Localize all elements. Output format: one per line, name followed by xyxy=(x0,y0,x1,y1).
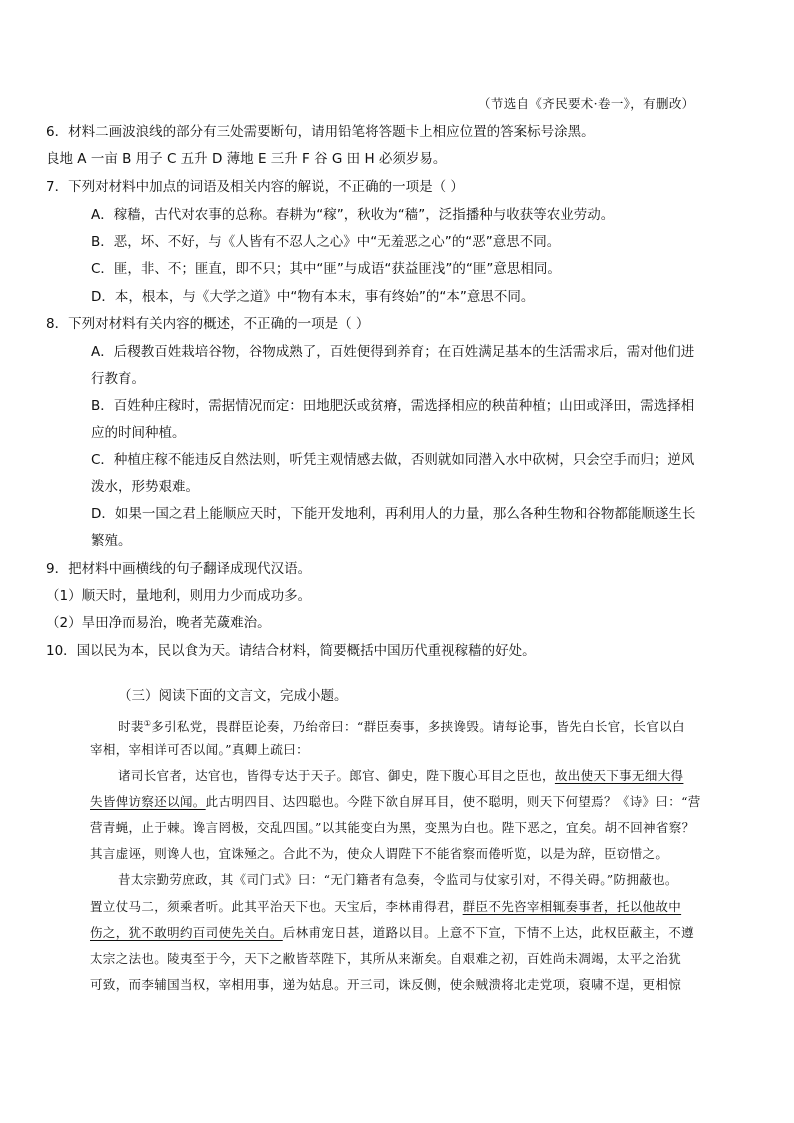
section-3-heading: （三）阅读下面的文言文，完成小题。 xyxy=(118,688,348,704)
footnote-marker: ① xyxy=(143,719,152,728)
question-8-option-d: D．如果一国之君上能顺应天时，下能开发地利，再利用人的力量，那么各种生物和谷物都能顺遂生长 xyxy=(91,506,696,522)
passage-text: 多引私党，畏群臣论奏，乃绐帝曰：“群臣奏事，多挟谗毁。请每论事，皆先白长官，长官以白 xyxy=(151,719,685,735)
passage-text: 诸司长官者，达官也，皆得专达于天子。郎官、御史，陛下腹心耳目之臣也， xyxy=(118,768,555,783)
passage-p3-line1: 昔太宗勤劳庶政，其《司门式》曰：“无门籍者有急奏，令监司与仗家引对，不得关碍。”防拥蔽也。 xyxy=(118,872,678,887)
passage-p3-line3 xyxy=(90,924,694,942)
passage-text: 时裴 xyxy=(118,719,144,735)
underlined-sentence: 伤之，犹不敢明约百司使先关白。 xyxy=(90,925,283,940)
passage-p2-line3: 营青蝇，止于棘。谗言罔极，交乱四国。”以其能变白为黑，变黑为白也。陛下恶之，宜矣。胡不回神省察？ xyxy=(90,820,695,835)
passage-p1-line2: 宰相，宰相详可否以闻。”真卿上疏曰： xyxy=(90,742,309,757)
question-8-option-b: B．百姓种庄稼时，需据情况而定：田地肥沃或贫瘠，需选择相应的秧苗种植；山田或泽田，需选择相 xyxy=(91,398,695,414)
passage-text: 后林甫宠日甚，道路以目。上意不下宣，下情不上达，此权臣蔽主，不遵 xyxy=(282,925,694,940)
passage-p3-line5: 可致，而李辅国当权，宰相用事，递为姑息。开三司，诛反侧，使余贼溃将北走党项，裒啸不逞，更相惊 xyxy=(90,977,682,992)
passage-p1-line1 xyxy=(118,715,685,736)
question-8-option-b-cont: 应的时间种植。 xyxy=(91,425,186,441)
passage-p2-line4: 其言虚诬，则谗人也，宜诛殛之。合此不为，使众人谓陛下不能省察而倦听览，以是为辞，臣窃惜之。 xyxy=(90,846,669,861)
question-8-option-c: C．种植庄稼不能违反自然法则，听凭主观情感去做，否则就如同潜入水中砍树，只会空手而归；逆风 xyxy=(91,452,695,468)
question-7-stem: 7．下列对材料中加点的词语及相关内容的解说，不正确的一项是（ ） xyxy=(46,179,464,195)
question-7-option-a: A．稼穑，古代对农事的总称。春耕为“稼”，秋收为“穑”，泛指播种与收获等农业劳动。 xyxy=(91,207,615,223)
passage-text: 置立仗马二，须乘者听。此其平治天下也。天宝后，李林甫得君， xyxy=(90,899,463,914)
question-9-item-2: （2）旱田净而易治，晚者芜薉难治。 xyxy=(46,615,271,631)
question-8-option-a-cont: 行教育。 xyxy=(91,371,145,387)
question-7-option-d: D．本，根本，与《大学之道》中“物有本末，事有终始”的“本”意思不同。 xyxy=(91,289,535,305)
question-7-option-c: C．匪，非、不；匪直，即不只；其中“匪”与成语“获益匪浅”的“匪”意思相同。 xyxy=(91,261,561,277)
passage-p3-line2 xyxy=(90,898,681,916)
passage-text: 此古明四目、达四聪也。今陛下欲自屏耳目，使不聪明，则天下何望焉？《诗》曰：“营 xyxy=(205,794,701,809)
question-10-stem: 10．国以民为本，民以食为天。请结合材料，简要概括中国历代重视稼穑的好处。 xyxy=(46,643,536,659)
question-8-option-c-cont: 泼水，形势艰难。 xyxy=(91,479,199,495)
question-9-item-1: （1）顺天时，量地利，则用力少而成功多。 xyxy=(46,588,312,604)
underlined-sentence: 故出使天下事无细大得 xyxy=(554,768,684,783)
question-7-option-b: B．恶，坏、不好，与《人皆有不忍人之心》中“无羞恶之心”的“恶”意思不同。 xyxy=(91,234,561,250)
question-8-option-d-cont: 繁殖。 xyxy=(91,533,132,549)
passage-p2-line1 xyxy=(118,767,683,785)
underlined-sentence: 群臣不先咨宰相辄奏事者，托以他故中 xyxy=(462,899,682,914)
passage-p2-line2 xyxy=(90,793,701,811)
passage-p3-line4: 太宗之法也。陵夷至于今，天下之敝皆萃陛下，其所从来渐矣。自艰难之初，百姓尚未凋竭，太平之治犹 xyxy=(90,951,682,966)
question-6-stem: 6．材料二画波浪线的部分有三处需要断句，请用铅笔将答题卡上相应位置的答案标号涂黑。 xyxy=(46,124,595,140)
source-note: （节选自《齐民要术·卷一》，有删改） xyxy=(478,96,695,111)
question-6-text: 良地 A 一亩 B 用子 C 五升 D 薄地 E 三升 F 谷 G 田 H 必须岁易。 xyxy=(46,151,447,167)
question-8-option-a: A．后稷教百姓栽培谷物，谷物成熟了，百姓便得到养育；在百姓满足基本的生活需求后，需对他们进 xyxy=(91,344,695,360)
question-8-stem: 8．下列对材料有关内容的概述，不正确的一项是（ ） xyxy=(46,316,370,332)
underlined-sentence: 失皆俾访察还以闻。 xyxy=(90,794,206,809)
question-9-stem: 9．把材料中画横线的句子翻译成现代汉语。 xyxy=(46,561,312,577)
